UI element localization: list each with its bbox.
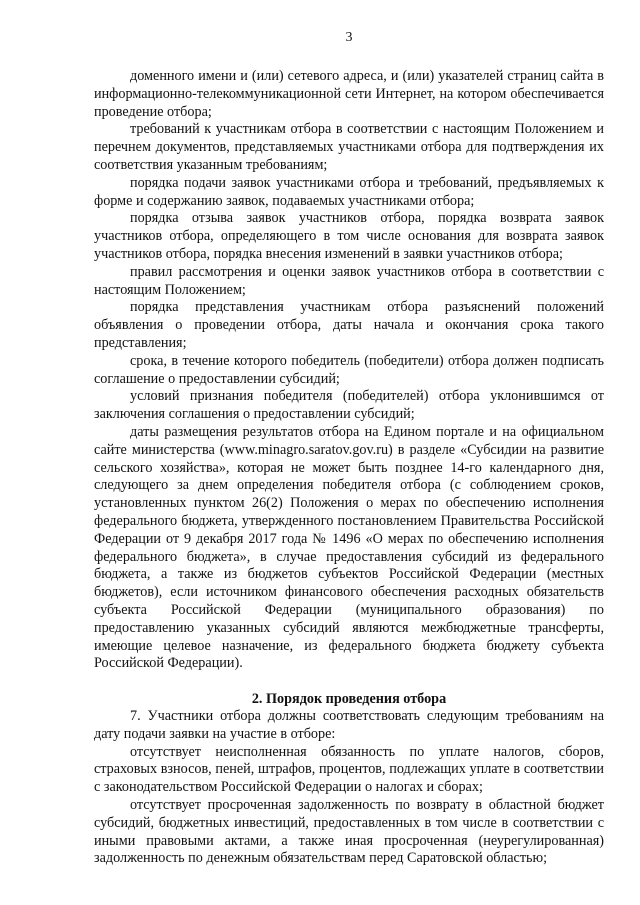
paragraph-item-7: 7. Участники отбора должны соответствовать следующим требованиям на дату подачи заявки на участие в отборе: [94,708,604,742]
paragraph-application-submission: порядка подачи заявок участниками отбора и требований, предъявляемых к форме и содержанию заявок, подаваемых участниками отбора; [94,174,604,209]
paragraph-evasion-conditions: условий признания победителя (победителей) отбора уклонившимся от заключения соглашения о предоставлении субсидий; [94,388,604,423]
paragraph-participant-requirements: требований к участникам отбора в соответствии с настоящим Положением и перечнем документов, представляемых участниками отбора для подтверждения их соответствия указанным требованиям; [94,121,604,173]
paragraph-domain-address: доменного имени и (или) сетевого адреса, и (или) указателей страниц сайта в информационно-телекоммуникационной сети Интернет, на котором обеспечивается проведение отбора; [94,68,604,120]
section-heading: 2. Порядок проведения отбора [251,691,447,708]
paragraph-no-overdue-debt: отсутствует просроченная задолженность по возврату в областной бюджет субсидий, бюджетных инвестиций, предоставленных в том числе в соответствии с иными правовыми актами, а также иная просроченная (неурегулированная) задолженность по денежным обязательствам перед Саратовской областью; [94,797,604,867]
paragraph-clarifications: порядка представления участникам отбора разъяснений положений объявления о проведении отбора, даты начала и окончания срока такого представления; [94,299,604,351]
paragraph-review-rules: правил рассмотрения и оценки заявок участников отбора в соответствии с настоящим Положением; [94,263,604,298]
page-number: 3 [345,30,353,45]
paragraph-no-tax-debt: отсутствует неисполненная обязанность по уплате налогов, сборов, страховых взносов, пеней, штрафов, процентов, подлежащих уплате в соответствии с законодательством Российской Федерации о налогах и сборах; [94,743,604,796]
paragraph-application-withdrawal: порядка отзыва заявок участников отбора, порядка возврата заявок участников отбора, определяющего в том числе основания для возврата заявок участников отбора, порядка внесения изменений в заявки участников отбора; [94,210,604,262]
paragraph-results-publication: даты размещения результатов отбора на Едином портале и на официальном сайте министерства (www.minagro.saratov.gov.ru) в разделе «Субсидии на развитие сельского хозяйства», которая не может быть позднее 14-го календарного дня, следующего за днем определения победителя отбора (с соблюдением сроков, установленных пунктом 26(2) Положения о мерах по обеспечению исполнения федерального бюджета, утвержденного постановлением Правительства Российской Федерации от 9 декабря 2017 года № 1496 «О мерах по обеспечению исполнения федерального бюджета», в случае предоставления субсидий из федерального бюджета, а также из бюджетов субъектов Российской Федерации (местных бюджетов), если источником финансового обеспечения расходных обязательств субъекта Российской Федерации (муниципального образования) по предоставлению указанных субсидий являются межбюджетные трансферты, имеющие целевое назначение, из федерального бюджета бюджету субъекта Российской Федерации). [94,423,604,672]
paragraph-agreement-deadline: срока, в течение которого победитель (победители) отбора должен подписать соглашение о предоставлении субсидий; [94,352,604,387]
